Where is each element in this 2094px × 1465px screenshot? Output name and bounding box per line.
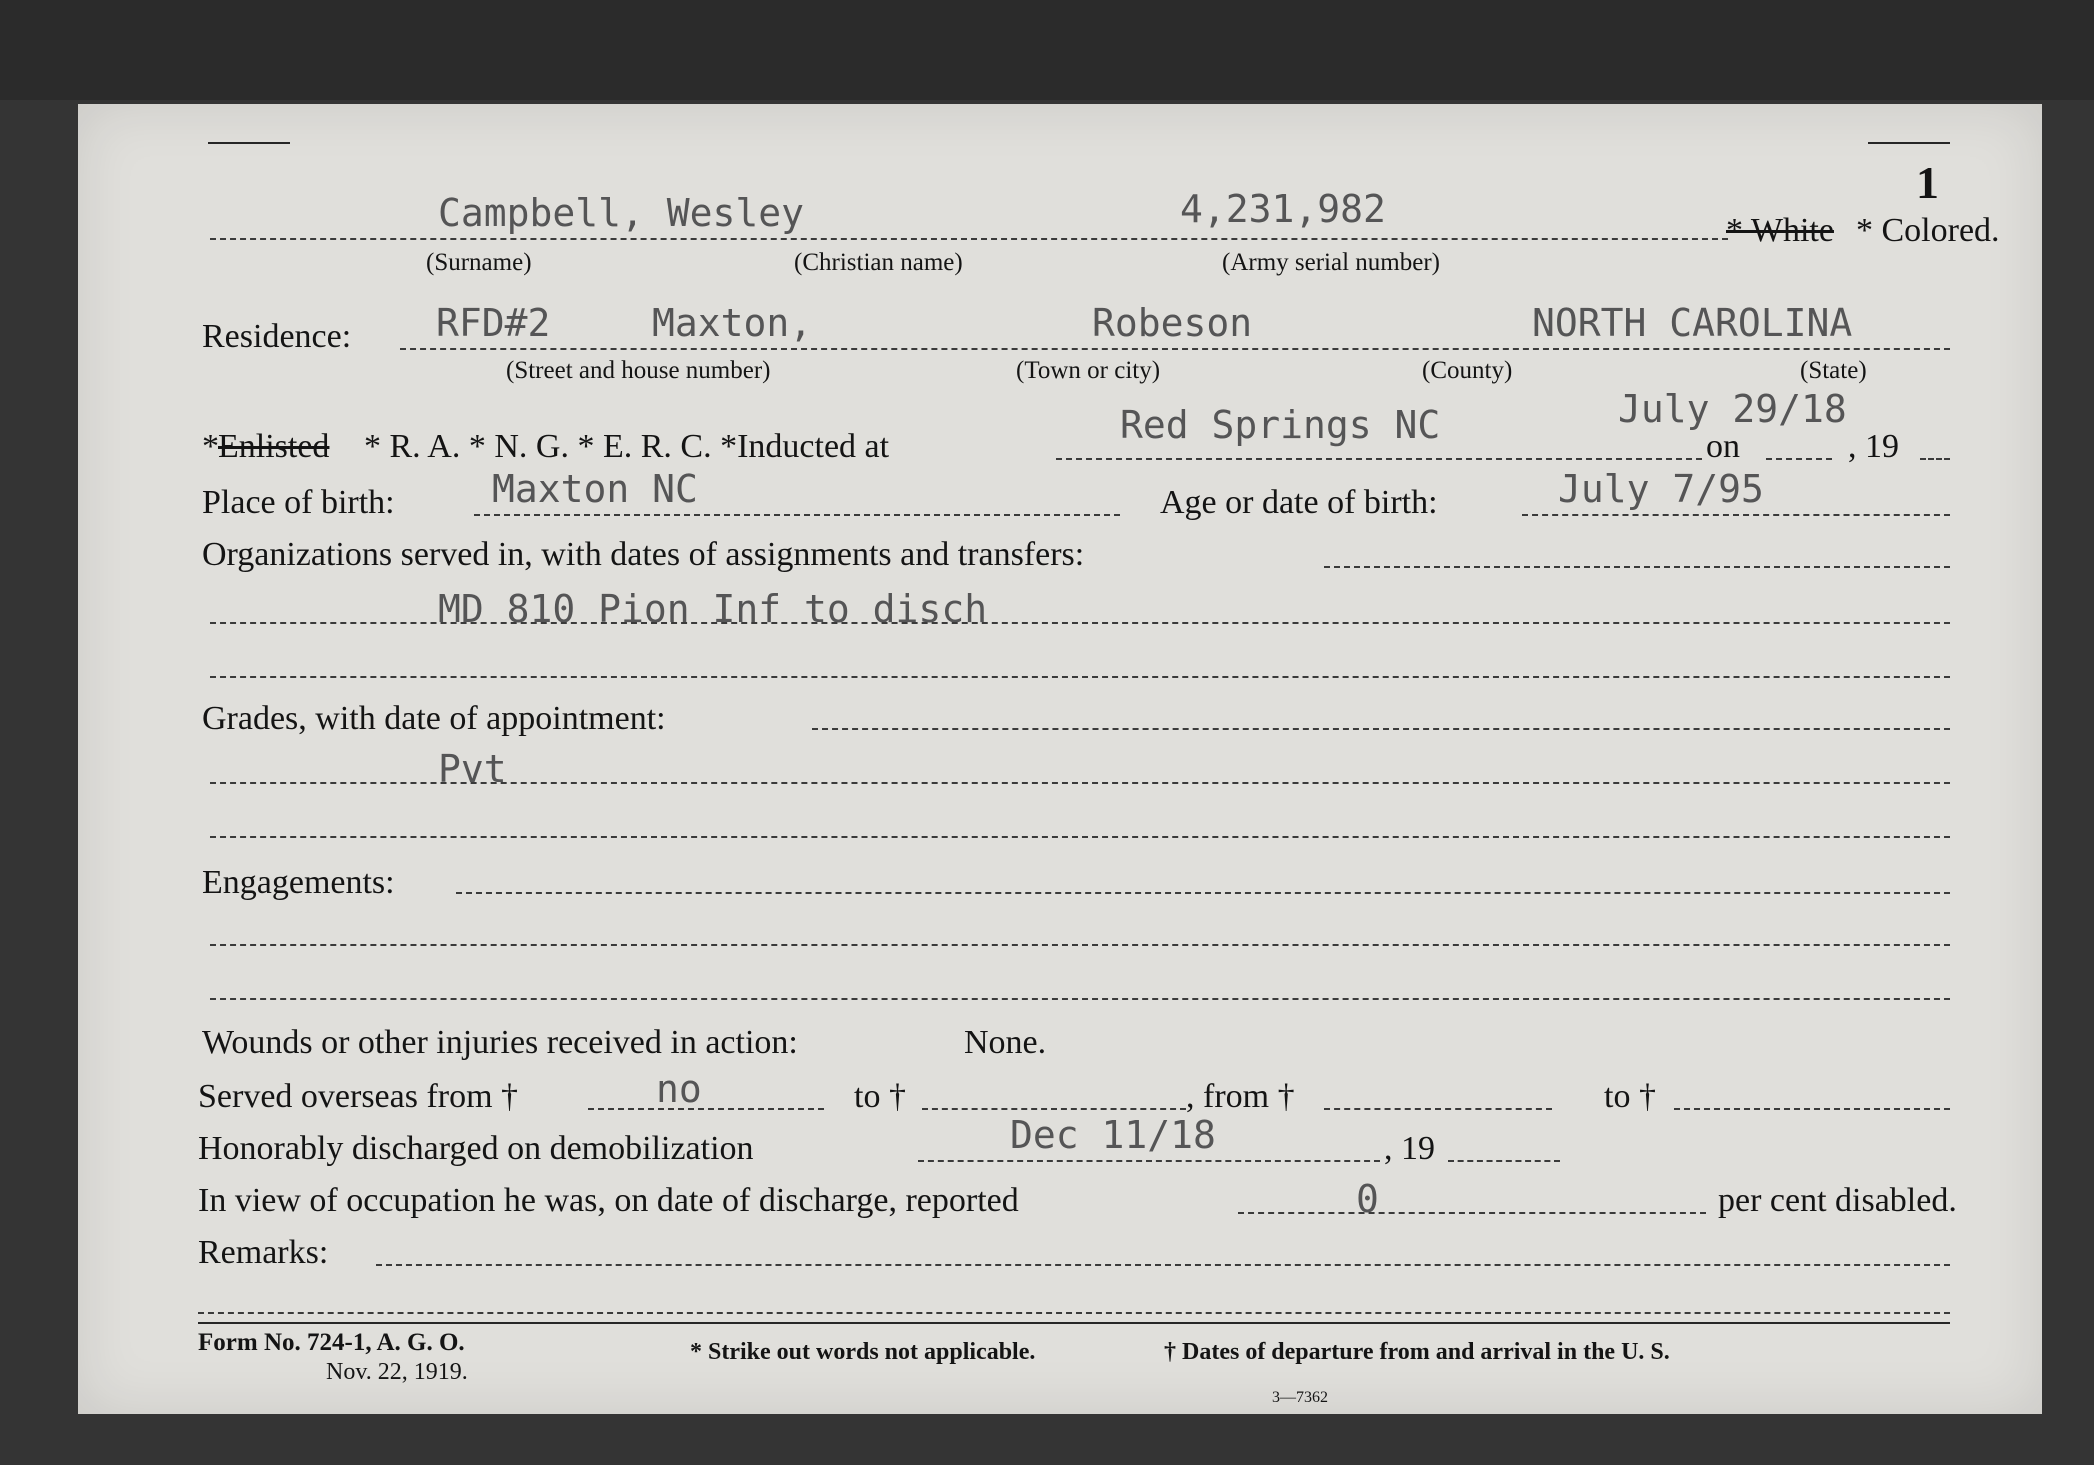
birth-date-label: Age or date of birth:	[1160, 484, 1438, 521]
strike-note: * Strike out words not applicable.	[690, 1339, 1036, 1365]
name-value: Campbell, Wesley	[438, 191, 805, 235]
name-line	[210, 238, 1728, 240]
discharge-line	[918, 1160, 1380, 1162]
overseas-from-value: no	[656, 1067, 702, 1111]
grades-label: Grades, with date of appointment:	[202, 700, 666, 737]
serial-number-value: 4,231,982	[1180, 187, 1386, 231]
birth-place-label: Place of birth:	[202, 484, 395, 521]
birth-place-line	[474, 514, 1120, 516]
residence-state: NORTH CAROLINA	[1532, 301, 1853, 345]
discharge-year-label: , 19	[1384, 1130, 1435, 1167]
overseas-to-line	[922, 1108, 1186, 1110]
engagements-line-2	[210, 998, 1950, 1000]
overseas-from-label: Served overseas from †	[198, 1078, 519, 1115]
birth-date-value: July 7/95	[1558, 467, 1764, 511]
engagements-label: Engagements:	[202, 864, 395, 901]
race-white-option: * White	[1726, 212, 1834, 249]
enlisted-asterisk: *	[202, 428, 219, 465]
card-number: 1	[1916, 157, 1939, 208]
overseas-from2-line	[1324, 1108, 1552, 1110]
top-left-rule	[208, 142, 290, 144]
top-right-rule	[1868, 142, 1950, 144]
induction-year-line	[1920, 458, 1950, 460]
induction-options: * R. A. * N. G. * E. R. C. *Inducted at	[364, 428, 890, 465]
overseas-from2-label: , from †	[1186, 1078, 1295, 1115]
remarks-line-1	[376, 1264, 1950, 1266]
organizations-line-1	[210, 622, 1950, 624]
state-caption: (State)	[1800, 357, 1867, 384]
grades-label-line	[812, 728, 1950, 730]
induction-place-line	[1056, 458, 1702, 460]
disability-value: 0	[1356, 1177, 1379, 1221]
residence-label: Residence:	[202, 318, 352, 355]
street-caption: (Street and house number)	[506, 357, 771, 384]
service-record-card	[78, 104, 2042, 1414]
footer-rule	[198, 1322, 1950, 1324]
serial-caption: (Army serial number)	[1222, 249, 1440, 276]
engagements-line-1	[210, 944, 1950, 946]
overseas-from-line	[588, 1108, 824, 1110]
disability-suffix: per cent disabled.	[1718, 1182, 1957, 1219]
residence-town: Maxton,	[652, 301, 813, 345]
grades-value: Pvt	[438, 747, 507, 791]
surname-caption: (Surname)	[426, 249, 532, 276]
dates-note: † Dates of departure from and arrival in the U. S.	[1164, 1339, 1670, 1365]
disability-line	[1238, 1212, 1706, 1214]
county-caption: (County)	[1422, 357, 1513, 384]
organizations-label: Organizations served in, with dates of assignments and transfers:	[202, 536, 1085, 573]
induction-year-label: , 19	[1848, 428, 1899, 465]
overseas-to-label: to †	[854, 1078, 906, 1115]
race-colored-option: * Colored.	[1856, 212, 2000, 249]
induction-date-line	[1766, 458, 1832, 460]
residence-county: Robeson	[1092, 301, 1253, 345]
residence-line	[400, 348, 1950, 350]
enlisted-option: Enlisted	[218, 428, 330, 465]
wounds-label: Wounds or other injuries received in action:	[202, 1024, 798, 1061]
birth-date-line	[1522, 514, 1950, 516]
organizations-label-line	[1324, 566, 1950, 568]
grades-line-1	[210, 782, 1950, 784]
organizations-line-2	[210, 676, 1950, 678]
print-code: 3—7362	[1272, 1389, 1328, 1406]
form-number: Form No. 724-1, A. G. O.	[198, 1329, 465, 1356]
form-date: Nov. 22, 1919.	[326, 1359, 468, 1385]
induction-place: Red Springs NC	[1120, 403, 1441, 447]
grades-line-2	[210, 836, 1950, 838]
disability-label: In view of occupation he was, on date of discharge, reported	[198, 1182, 1019, 1219]
wounds-value: None.	[964, 1024, 1047, 1061]
scan-background	[0, 0, 2094, 100]
induction-on-label: on	[1706, 428, 1740, 465]
birth-place-value: Maxton NC	[492, 467, 698, 511]
induction-date: July 29/18	[1618, 387, 1847, 431]
christian-name-caption: (Christian name)	[794, 249, 963, 276]
overseas-to2-line	[1674, 1108, 1950, 1110]
remarks-label: Remarks:	[198, 1234, 329, 1271]
organizations-value: MD 810 Pion Inf to disch	[438, 587, 988, 631]
residence-street: RFD#2	[436, 301, 551, 345]
overseas-to2-label: to †	[1604, 1078, 1656, 1115]
discharge-date: Dec 11/18	[1010, 1113, 1216, 1157]
remarks-line-2	[198, 1312, 1950, 1314]
town-caption: (Town or city)	[1016, 357, 1161, 384]
discharge-year-line	[1448, 1160, 1560, 1162]
discharge-label: Honorably discharged on demobilization	[198, 1130, 754, 1167]
engagements-label-line	[456, 892, 1950, 894]
